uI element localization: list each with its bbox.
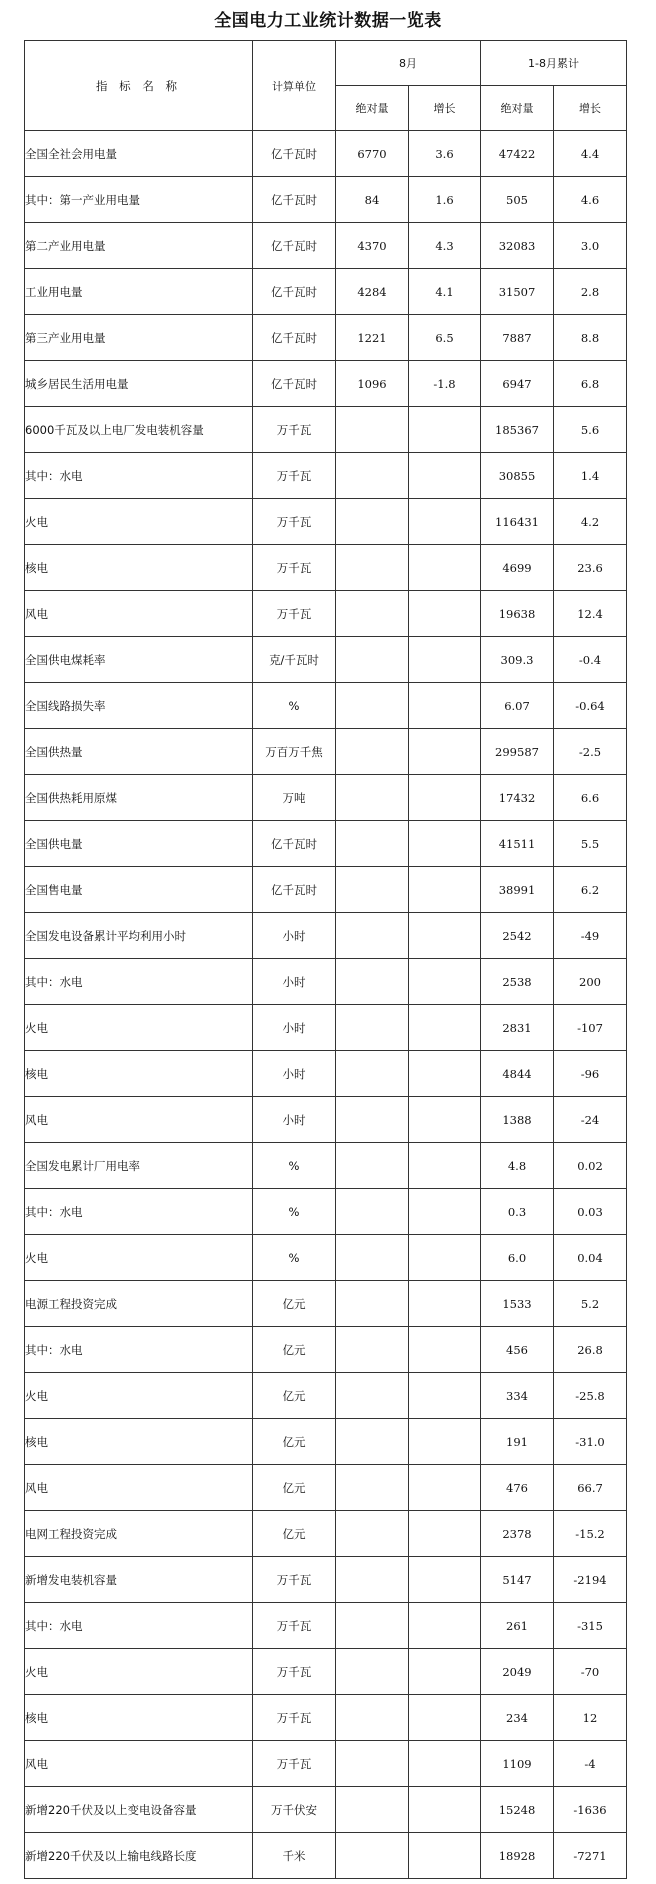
row-unit: 千米 [253,1833,336,1879]
table-row [25,1051,627,1097]
row-name: 工业用电量 [25,269,253,315]
row-month-absolute [336,913,409,959]
row-cumulative-growth: 4.6 [554,177,627,223]
row-name: 全国发电设备累计平均利用小时 [25,913,253,959]
row-cumulative-growth: 0.02 [554,1143,627,1189]
table-row [25,407,627,453]
row-month-growth [409,913,481,959]
row-unit: % [253,683,336,729]
row-cumulative-growth: -24 [554,1097,627,1143]
row-cumulative-absolute: 15248 [481,1787,554,1833]
row-name: 其中：水电 [25,1603,253,1649]
row-month-growth [409,683,481,729]
row-name: 其中：水电 [25,1327,253,1373]
row-month-growth [409,545,481,591]
row-month-absolute [336,959,409,1005]
row-unit: 克/千瓦时 [253,637,336,683]
table-row [25,637,627,683]
row-cumulative-absolute: 38991 [481,867,554,913]
table-row [25,1511,627,1557]
table-row [25,1465,627,1511]
row-name: 全国供电煤耗率 [25,637,253,683]
row-cumulative-absolute: 116431 [481,499,554,545]
row-month-growth: 6.5 [409,315,481,361]
row-cumulative-growth: 5.6 [554,407,627,453]
row-month-absolute [336,499,409,545]
row-cumulative-absolute: 505 [481,177,554,223]
row-month-growth [409,1787,481,1833]
row-month-absolute [336,1419,409,1465]
table-row [25,177,627,223]
table-row [25,1373,627,1419]
row-name: 全国线路损失率 [25,683,253,729]
row-month-absolute [336,683,409,729]
row-month-growth [409,1603,481,1649]
row-cumulative-growth: -315 [554,1603,627,1649]
row-unit: 亿元 [253,1465,336,1511]
row-cumulative-growth: 12.4 [554,591,627,637]
row-unit: 小时 [253,959,336,1005]
row-name: 火电 [25,1235,253,1281]
row-month-growth [409,1419,481,1465]
row-month-absolute [336,1833,409,1879]
row-name: 风电 [25,1741,253,1787]
row-month-growth [409,1373,481,1419]
row-name: 火电 [25,499,253,545]
row-cumulative-absolute: 7887 [481,315,554,361]
table-row [25,1833,627,1879]
row-unit: 万千瓦 [253,1603,336,1649]
row-unit: 亿元 [253,1281,336,1327]
row-unit: 亿千瓦时 [253,131,336,177]
table-row [25,223,627,269]
row-cumulative-absolute: 6.07 [481,683,554,729]
row-unit: 亿元 [253,1511,336,1557]
row-cumulative-growth: 3.0 [554,223,627,269]
row-name: 火电 [25,1005,253,1051]
table-row [25,1143,627,1189]
row-cumulative-growth: -1636 [554,1787,627,1833]
table-row [25,1603,627,1649]
row-name: 城乡居民生活用电量 [25,361,253,407]
row-month-absolute: 84 [336,177,409,223]
row-cumulative-absolute: 31507 [481,269,554,315]
row-unit: 小时 [253,1005,336,1051]
row-month-absolute: 4370 [336,223,409,269]
table-row [25,131,627,177]
row-month-absolute [336,867,409,913]
header-month: 8月 [336,41,481,86]
row-cumulative-absolute: 2538 [481,959,554,1005]
row-cumulative-absolute: 261 [481,1603,554,1649]
row-month-absolute [336,1373,409,1419]
row-cumulative-absolute: 32083 [481,223,554,269]
row-month-growth [409,775,481,821]
row-month-growth [409,1005,481,1051]
row-unit: 万千瓦 [253,545,336,591]
row-name: 核电 [25,1051,253,1097]
row-cumulative-absolute: 17432 [481,775,554,821]
row-cumulative-absolute: 299587 [481,729,554,775]
row-unit: 亿千瓦时 [253,821,336,867]
row-cumulative-absolute: 4699 [481,545,554,591]
row-cumulative-absolute: 18928 [481,1833,554,1879]
row-cumulative-growth: -70 [554,1649,627,1695]
row-cumulative-growth: -31.0 [554,1419,627,1465]
row-cumulative-growth: -4 [554,1741,627,1787]
row-unit: % [253,1143,336,1189]
header-month-growth: 增长 [409,86,481,131]
row-name: 第二产业用电量 [25,223,253,269]
row-cumulative-growth: 2.8 [554,269,627,315]
page-title: 全国电力工业统计数据一览表 [214,11,442,31]
table-row [25,1787,627,1833]
row-month-absolute [336,1005,409,1051]
row-month-absolute [336,821,409,867]
row-name: 第三产业用电量 [25,315,253,361]
row-cumulative-growth: 0.03 [554,1189,627,1235]
row-month-growth [409,453,481,499]
row-month-absolute: 1221 [336,315,409,361]
row-name: 火电 [25,1373,253,1419]
table-row [25,821,627,867]
row-cumulative-absolute: 19638 [481,591,554,637]
row-unit: 万千瓦 [253,1741,336,1787]
row-cumulative-absolute: 41511 [481,821,554,867]
row-cumulative-absolute: 5147 [481,1557,554,1603]
row-name: 核电 [25,1419,253,1465]
table-row [25,1097,627,1143]
row-unit: 小时 [253,1051,336,1097]
table-row [25,1695,627,1741]
row-month-absolute [336,1465,409,1511]
row-cumulative-growth: 5.2 [554,1281,627,1327]
row-month-absolute [336,545,409,591]
row-unit: 亿元 [253,1373,336,1419]
row-unit: % [253,1235,336,1281]
row-cumulative-growth: -0.64 [554,683,627,729]
row-month-growth [409,1235,481,1281]
row-name: 核电 [25,1695,253,1741]
row-cumulative-absolute: 2831 [481,1005,554,1051]
row-month-growth [409,1327,481,1373]
table-row [25,1281,627,1327]
row-cumulative-growth: -2.5 [554,729,627,775]
row-cumulative-growth: 200 [554,959,627,1005]
row-name: 新增220千伏及以上输电线路长度 [25,1833,253,1879]
row-cumulative-absolute: 4.8 [481,1143,554,1189]
header-cumulative-growth: 增长 [554,86,627,131]
row-cumulative-growth: -107 [554,1005,627,1051]
row-month-growth [409,1097,481,1143]
row-cumulative-growth: 26.8 [554,1327,627,1373]
row-cumulative-absolute: 47422 [481,131,554,177]
row-unit: 万千瓦 [253,591,336,637]
row-month-growth [409,821,481,867]
row-unit: 万千瓦 [253,407,336,453]
table-row [25,1189,627,1235]
row-cumulative-growth: -96 [554,1051,627,1097]
row-month-absolute [336,1787,409,1833]
row-month-growth [409,867,481,913]
row-name: 电源工程投资完成 [25,1281,253,1327]
row-cumulative-growth: -7271 [554,1833,627,1879]
row-cumulative-growth: -25.8 [554,1373,627,1419]
row-cumulative-absolute: 6.0 [481,1235,554,1281]
row-month-absolute [336,1189,409,1235]
row-cumulative-growth: 1.4 [554,453,627,499]
row-cumulative-absolute: 456 [481,1327,554,1373]
row-month-absolute [336,1235,409,1281]
row-month-absolute [336,407,409,453]
row-unit: 亿千瓦时 [253,269,336,315]
row-name: 全国供热耗用原煤 [25,775,253,821]
row-cumulative-growth: 4.4 [554,131,627,177]
table-row [25,453,627,499]
row-month-absolute [336,775,409,821]
row-month-absolute [336,1143,409,1189]
row-name: 其中：水电 [25,1189,253,1235]
row-cumulative-growth: -15.2 [554,1511,627,1557]
row-unit: 亿元 [253,1327,336,1373]
row-month-absolute [336,1327,409,1373]
row-month-absolute [336,1603,409,1649]
row-unit: 万千瓦 [253,1695,336,1741]
row-cumulative-absolute: 30855 [481,453,554,499]
row-name: 新增发电装机容量 [25,1557,253,1603]
row-month-absolute: 1096 [336,361,409,407]
table-row [25,1327,627,1373]
row-cumulative-growth: -49 [554,913,627,959]
header-cumulative-absolute: 绝对量 [481,86,554,131]
row-name: 全国供电量 [25,821,253,867]
row-cumulative-growth: -0.4 [554,637,627,683]
row-name: 风电 [25,591,253,637]
row-cumulative-absolute: 6947 [481,361,554,407]
table-row [25,1235,627,1281]
row-cumulative-growth: 23.6 [554,545,627,591]
row-month-growth [409,637,481,683]
table-row [25,913,627,959]
row-cumulative-growth: 66.7 [554,1465,627,1511]
row-month-absolute [336,1557,409,1603]
row-cumulative-absolute: 1109 [481,1741,554,1787]
row-unit: 万百万千焦 [253,729,336,775]
row-name: 全国全社会用电量 [25,131,253,177]
row-month-growth [409,1695,481,1741]
row-month-growth [409,1051,481,1097]
row-month-growth [409,1189,481,1235]
row-unit: 亿千瓦时 [253,177,336,223]
table-row [25,315,627,361]
table-row [25,1741,627,1787]
table-row [25,1419,627,1465]
table-row [25,361,627,407]
table-row [25,1005,627,1051]
row-cumulative-growth: 4.2 [554,499,627,545]
row-month-growth [409,1511,481,1557]
row-unit: 小时 [253,913,336,959]
row-cumulative-absolute: 309.3 [481,637,554,683]
row-month-growth [409,1833,481,1879]
header-month-absolute: 绝对量 [336,86,409,131]
row-name: 其中：水电 [25,453,253,499]
table-row [25,1649,627,1695]
row-cumulative-absolute: 1388 [481,1097,554,1143]
table-row [25,867,627,913]
table-row [25,959,627,1005]
row-month-growth [409,1143,481,1189]
row-cumulative-absolute: 476 [481,1465,554,1511]
row-month-absolute [336,729,409,775]
row-month-absolute [336,1281,409,1327]
table-row [25,775,627,821]
row-cumulative-absolute: 0.3 [481,1189,554,1235]
stats-table [24,40,627,1879]
row-month-growth: 3.6 [409,131,481,177]
row-unit: 万千瓦 [253,499,336,545]
row-month-absolute [336,1051,409,1097]
row-month-growth: -1.8 [409,361,481,407]
header-unit: 计算单位 [253,41,336,131]
row-month-absolute [336,1695,409,1741]
row-cumulative-growth: 6.2 [554,867,627,913]
row-unit: 亿千瓦时 [253,867,336,913]
table-row [25,729,627,775]
row-unit: 亿千瓦时 [253,223,336,269]
row-month-absolute [336,1511,409,1557]
row-cumulative-absolute: 2542 [481,913,554,959]
row-name: 全国售电量 [25,867,253,913]
table-body [25,131,627,1879]
row-month-growth [409,1281,481,1327]
row-cumulative-absolute: 334 [481,1373,554,1419]
row-name: 核电 [25,545,253,591]
table-row [25,683,627,729]
row-cumulative-absolute: 1533 [481,1281,554,1327]
row-cumulative-growth: 5.5 [554,821,627,867]
row-unit: 万千瓦 [253,1557,336,1603]
row-unit: 小时 [253,1097,336,1143]
row-cumulative-growth: 6.6 [554,775,627,821]
row-cumulative-absolute: 191 [481,1419,554,1465]
row-unit: 万千瓦 [253,1649,336,1695]
table-row [25,269,627,315]
row-unit: % [253,1189,336,1235]
row-cumulative-absolute: 2049 [481,1649,554,1695]
row-cumulative-absolute: 2378 [481,1511,554,1557]
table-row [25,1557,627,1603]
table-row [25,591,627,637]
table-row [25,499,627,545]
row-cumulative-growth: 0.04 [554,1235,627,1281]
row-month-growth [409,1741,481,1787]
row-unit: 亿千瓦时 [253,361,336,407]
row-cumulative-absolute: 4844 [481,1051,554,1097]
row-month-absolute [336,453,409,499]
row-month-growth [409,1465,481,1511]
row-name: 电网工程投资完成 [25,1511,253,1557]
row-month-growth [409,959,481,1005]
row-cumulative-absolute: 234 [481,1695,554,1741]
row-month-growth: 4.3 [409,223,481,269]
row-month-growth [409,407,481,453]
row-name: 火电 [25,1649,253,1695]
table-row [25,545,627,591]
row-unit: 万千伏安 [253,1787,336,1833]
row-month-growth: 4.1 [409,269,481,315]
row-name: 其中：水电 [25,959,253,1005]
row-name: 新增220千伏及以上变电设备容量 [25,1787,253,1833]
row-month-absolute: 4284 [336,269,409,315]
header-indicator: 指 标 名 称 [25,41,253,131]
row-cumulative-growth: 12 [554,1695,627,1741]
row-month-growth [409,591,481,637]
row-cumulative-absolute: 185367 [481,407,554,453]
row-name: 全国发电累计厂用电率 [25,1143,253,1189]
row-name: 风电 [25,1097,253,1143]
row-name: 6000千瓦及以上电厂发电装机容量 [25,407,253,453]
row-month-growth [409,1649,481,1695]
row-unit: 万吨 [253,775,336,821]
header-cumulative: 1-8月累计 [481,41,627,86]
row-month-absolute [336,591,409,637]
row-month-absolute [336,1097,409,1143]
row-cumulative-growth: -2194 [554,1557,627,1603]
row-month-growth [409,729,481,775]
row-cumulative-growth: 8.8 [554,315,627,361]
row-unit: 亿元 [253,1419,336,1465]
row-cumulative-growth: 6.8 [554,361,627,407]
row-unit: 亿千瓦时 [253,315,336,361]
row-month-absolute [336,1741,409,1787]
row-unit: 万千瓦 [253,453,336,499]
row-month-growth [409,499,481,545]
row-name: 全国供热量 [25,729,253,775]
row-month-absolute [336,637,409,683]
row-name: 其中：第一产业用电量 [25,177,253,223]
row-month-absolute: 6770 [336,131,409,177]
row-month-growth [409,1557,481,1603]
row-name: 风电 [25,1465,253,1511]
row-month-absolute [336,1649,409,1695]
row-month-growth: 1.6 [409,177,481,223]
